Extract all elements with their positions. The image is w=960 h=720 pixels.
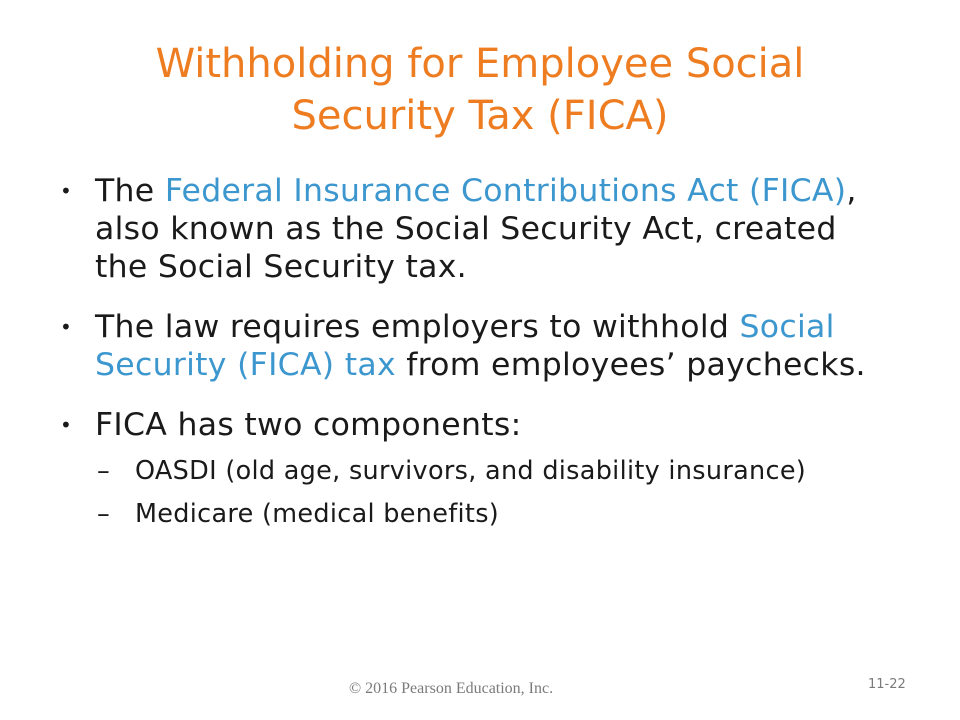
subbullet-oasdi xyxy=(97,456,880,487)
bullet-marker: • xyxy=(60,179,73,203)
bullet-text: FICA has two components: xyxy=(95,407,522,443)
slide-title-line-1: Withholding for Employee Social xyxy=(155,41,805,87)
bullet-marker: • xyxy=(60,413,73,437)
bullet-marker: • xyxy=(60,315,73,339)
bullet-text-pre: The law requires employers to withhold xyxy=(95,309,740,345)
subbullet-text: OASDI (old age, survivors, and disability insurance) xyxy=(135,456,807,486)
subbullet-text: Medicare (medical benefits) xyxy=(135,499,500,529)
bullet-list xyxy=(60,172,880,542)
subbullet-marker: – xyxy=(97,499,111,529)
bullet-text-post: , also known as the Social Security Act, created the Social Security tax. xyxy=(95,173,857,285)
bullet-highlight: Federal Insurance Contributions Act (FICA) xyxy=(164,173,847,209)
slide-title-line-2: Security Tax (FICA) xyxy=(291,93,669,139)
bullet-text-post: from employees’ paychecks. xyxy=(395,347,866,383)
bullet-highlight: Social Security (FICA) tax xyxy=(95,309,835,383)
bullet-withholding-law xyxy=(60,308,880,384)
bullet-fica-act xyxy=(60,172,880,286)
subbullet-medicare xyxy=(97,499,880,530)
bullet-text-pre: The xyxy=(95,173,165,209)
slide-title xyxy=(60,38,900,142)
subbullet-marker: – xyxy=(97,456,111,486)
bullet-fica-components xyxy=(60,406,880,444)
page-number: 11-22 xyxy=(868,677,906,692)
copyright-footer: © 2016 Pearson Education, Inc. xyxy=(349,680,554,697)
